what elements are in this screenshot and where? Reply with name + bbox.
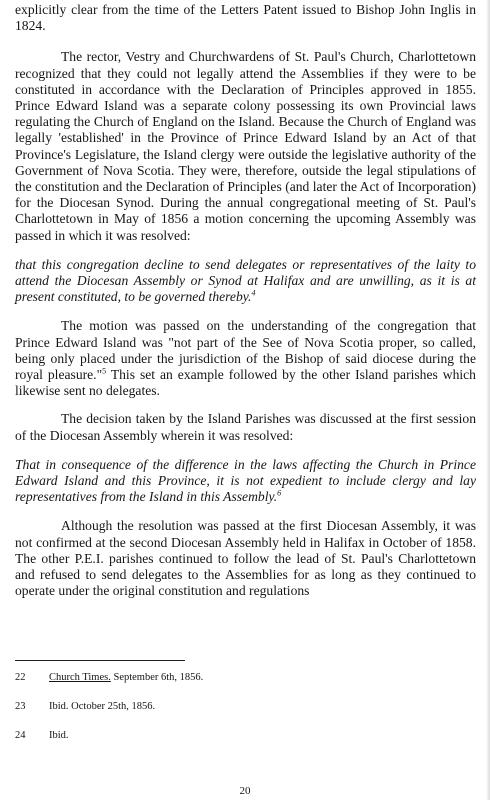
- paragraph-st-pauls: The rector, Vestry and Churchwardens of St. Paul's Church, Charlottetown recognized that they could not legally attend the Assemblies if they were to be constituted in accordance with the Declaration of Principles approved in 1855. Prince Edward Island was a separate colony possessing its own Provincial laws regulating the Church of England on the Island. Because the Church of England was legally 'established' in the Province of Prince Edward Island by an Act of that Province's Legislature, the Island clergy were outside the legislative authority of the Government of Nova Scotia. They were, therefore, outside the legal stipulations of the constitution and the Declaration of Principles (and later the Act of Incorporation) for the Diocesan Synod. During the annual congregational meeting of St. Paul's Charlottetown in May of 1856 a motion concerning the upcoming Assembly was passed in which it was resolved:: [15, 49, 476, 243]
- paragraph-resolution: Although the resolution was passed at the first Diocesan Assembly, it was not confirmed at the second Diocesan Assembly held in Halifax in October of 1858. The other P.E.I. parishes continued to follow the lead of St. Paul's Charlottetown and refused to send delegates to the Assemblies for as long as they continued to operate under the original constitution and regulations: [15, 518, 476, 599]
- footnote-ref-6: 6: [277, 488, 282, 498]
- footnote-23: [15, 700, 155, 713]
- block-quote-resolution: [15, 257, 476, 306]
- paragraph-motion-text: The motion was passed on the understanding of the congregation that Prince Edward Island was "not part of the See of Nova Scotia proper, so called, being only placed under the jurisdiction of the Bishop of said diocese during the royal pleasure.": [15, 318, 476, 383]
- page-number: 20: [239, 785, 251, 797]
- footnote-ref-5: 5: [102, 366, 107, 376]
- block-quote-text: that this congregation decline to send delegates or representatives of the laity to attend the Diocesan Assembly or Synod at Halifax and are unwilling, as it is at present constituted, to be governed thereby.: [15, 256, 476, 305]
- footnote-divider: [15, 660, 185, 661]
- footnote-text: September 6th, 1856.: [110, 672, 204, 683]
- paragraph-motion: [15, 318, 476, 399]
- footnote-text: Ibid.: [49, 730, 69, 741]
- block-quote-assembly-text: That in consequence of the difference in the laws affecting the Church in Prince Edward Island and this Province, it is not expedient to include clergy and lay representatives from the Island in this Assembly.: [15, 456, 476, 505]
- paragraph-motion-tail: This set an example followed by the other Island parishes which likewise sent no delegates.: [15, 367, 476, 399]
- footnote-24: [15, 729, 69, 742]
- block-quote-assembly: [15, 457, 476, 506]
- footnote-source-title: Church Times.: [49, 672, 111, 683]
- paragraph-continuation: explicitly clear from the time of the Letters Patent issued to Bishop John Inglis in 1824.: [15, 2, 476, 34]
- footnote-number: 23: [15, 701, 26, 712]
- paragraph-decision: The decision taken by the Island Parishes was discussed at the first session of the Diocesan Assembly wherein it was resolved:: [15, 411, 476, 443]
- footnote-text: Ibid. October 25th, 1856.: [49, 701, 156, 712]
- footnote-22: [15, 671, 203, 684]
- footnote-number: 22: [15, 672, 26, 683]
- footnote-number: 24: [15, 730, 26, 741]
- footnote-ref-4: 4: [251, 288, 256, 298]
